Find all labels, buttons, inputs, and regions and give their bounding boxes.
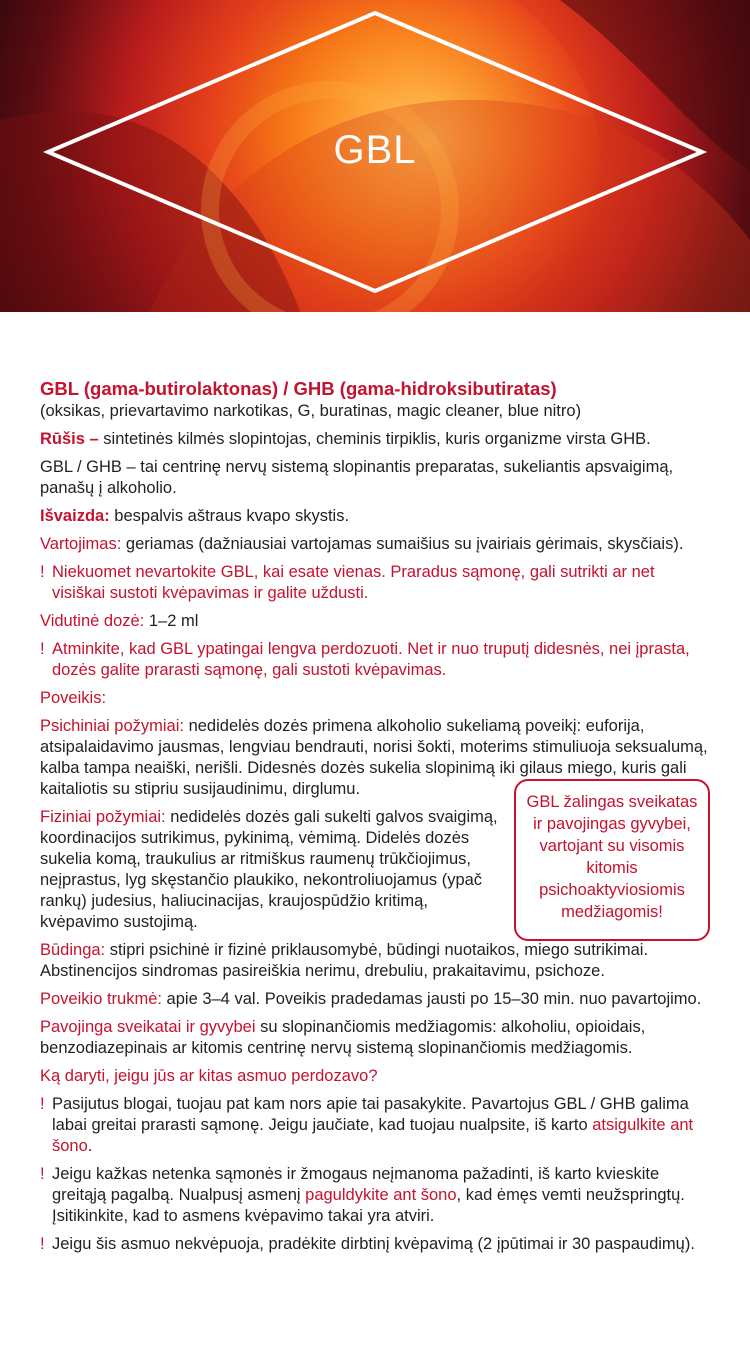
dose-section bbox=[40, 611, 712, 632]
overdose-step-1 bbox=[40, 1094, 712, 1157]
dose-label: Vidutinė dozė: bbox=[40, 612, 145, 630]
usage-label: Vartojimas: bbox=[40, 535, 122, 553]
overdose-heading: Ką daryti, jeigu jūs ar kitas asmuo perdozavo? bbox=[40, 1067, 378, 1085]
warning-alone-text: Niekuomet nevartokite GBL, kai esate vienas. Praradus sąmonę, gali sutrikti ar net visiškai sustoti kvėpavimas ir galite uždusti. bbox=[52, 563, 655, 602]
physical-section bbox=[40, 807, 502, 933]
description-text: GBL / GHB – tai centrinę nervų sistemą slopinantis preparatas, sukeliantis apsvaigimą, panašų į alkoholio. bbox=[40, 458, 674, 497]
dose-text: 1–2 ml bbox=[144, 612, 199, 630]
usage-section bbox=[40, 534, 712, 555]
warning-dose-text: Atminkite, kad GBL ypatingai lengva perdozuoti. Net ir nuo truputį didesnės, nei įprasta, dozės galite prarasti sąmonę, gali sustoti kvėpavimas. bbox=[52, 640, 690, 679]
step2-end: , kad ėmęs vemti neužspringtų. Įsitikinkite, kad to asmens kvėpavimo takai yra atviri. bbox=[52, 1186, 685, 1225]
warning-icon: ! bbox=[40, 640, 45, 658]
step2-text: Jeigu kažkas netenka sąmonės ir žmogaus neįmanoma pažadinti, iš karto kvieskite greitąją pagalbą. Nualpusį asmenį bbox=[52, 1165, 660, 1204]
psychological-text: nedidelės dozės primena alkoholio sukeliamą poveikį: euforija, atsipalaidavimo jausmas, lengviau bendrauti, norisi šokti, moterims stimuliuoja seksualumą, kalba tampa neaiški, nerišli. Didesnės dozės sukelia slopinimą iki gilaus miego, kuris gali kaitaliotis su stipriu susijaudinimu, dirglumu. bbox=[40, 717, 708, 798]
psychological-label: Psichiniai požymiai: bbox=[40, 717, 184, 735]
overdose-step-3 bbox=[40, 1234, 712, 1255]
overdose-step-2 bbox=[40, 1164, 712, 1227]
effects-heading: Poveikis: bbox=[40, 689, 107, 707]
physical-text: nedidelės dozės gali sukelti galvos svaigimą, koordinacijos sutrikimus, pykinimą, vėmimą. Didelės dozės sukelia komą, traukulius ar ritmiškus raumenų trūkčiojimus, neįprastus, lyg skęstančio plaukiko, nekontroliuojamus (ypač rankų) judesius, haliucinacijas, kraujospūdžio kritimą, kvėpavimo sustojimą. bbox=[40, 808, 498, 931]
step1-highlight: atsigulkite ant šono bbox=[52, 1116, 694, 1155]
danger-callout: GBL žalingas sveikatas ir pavojingas gyvybei, vartojant su visomis kitomis psichoaktyviosiomis medžiagomis! bbox=[514, 779, 710, 941]
warning-icon: ! bbox=[40, 563, 45, 581]
header-banner bbox=[0, 0, 750, 312]
traits-label: Būdinga: bbox=[40, 941, 106, 959]
warning-alone bbox=[40, 562, 712, 604]
step3-text: Jeigu šis asmuo nekvėpuoja, pradėkite dirbtinį kvėpavimą (2 įpūtimai ir 30 paspaudimų). bbox=[52, 1235, 695, 1253]
warning-icon: ! bbox=[40, 1235, 45, 1253]
danger-text: su slopinančiomis medžiagomis: alkoholiu, opioidais, benzodiazepinais ar kitomis centrinę nervų sistemą slopinančiomis medžiagomis. bbox=[40, 1018, 646, 1057]
danger-section bbox=[40, 1017, 712, 1059]
danger-label: Pavojinga sveikatai ir gyvybei bbox=[40, 1018, 256, 1036]
appearance-label: Išvaizda: bbox=[40, 507, 110, 525]
step1-end: . bbox=[87, 1137, 93, 1155]
aliases-text: (oksikas, prievartavimo narkotikas, G, buratinas, magic cleaner, blue nitro) bbox=[40, 402, 582, 420]
appearance-text: bespalvis aštraus kvapo skystis. bbox=[109, 507, 350, 525]
traits-section bbox=[40, 940, 712, 982]
step1-text: Pasijutus blogai, tuojau pat kam nors apie tai pasakykite. Pavartojus GBL / GHB galima labai greitai prarasti sąmonę. Jeigu jaučiate, kad tuojau nualpsite, iš karto bbox=[52, 1095, 689, 1134]
duration-section bbox=[40, 989, 712, 1010]
step2-highlight: paguldykite ant šono bbox=[305, 1186, 457, 1204]
warning-icon: ! bbox=[40, 1095, 45, 1113]
type-section bbox=[40, 429, 712, 450]
type-text: sintetinės kilmės slopintojas, cheminis tirpiklis, kuris organizme virsta GHB. bbox=[98, 430, 651, 448]
warning-icon: ! bbox=[40, 1165, 45, 1183]
banner-title: GBL bbox=[333, 128, 417, 172]
warning-dose bbox=[40, 639, 712, 681]
duration-label: Poveikio trukmė: bbox=[40, 990, 162, 1008]
duration-text: apie 3–4 val. Poveikis pradedamas jausti po 15–30 min. nuo pavartojimo. bbox=[161, 990, 702, 1008]
type-label: Rūšis – bbox=[40, 430, 99, 448]
usage-text: geriamas (dažniausiai vartojamas sumaišius su įvairiais gėrimais, skysčiais). bbox=[121, 535, 684, 553]
page-title: GBL (gama-butirolaktonas) / GHB (gama-hidroksibutiratas) bbox=[40, 378, 557, 399]
physical-label: Fiziniai požymiai: bbox=[40, 808, 166, 826]
appearance-section bbox=[40, 506, 712, 527]
traits-text: stipri psichinė ir fizinė priklausomybė, būdingi nuotaikos, miego sutrikimai. Abstinencijos sindromas pasireiškia nerimu, drebuliu, prakaitavimu, psichoze. bbox=[40, 941, 649, 980]
